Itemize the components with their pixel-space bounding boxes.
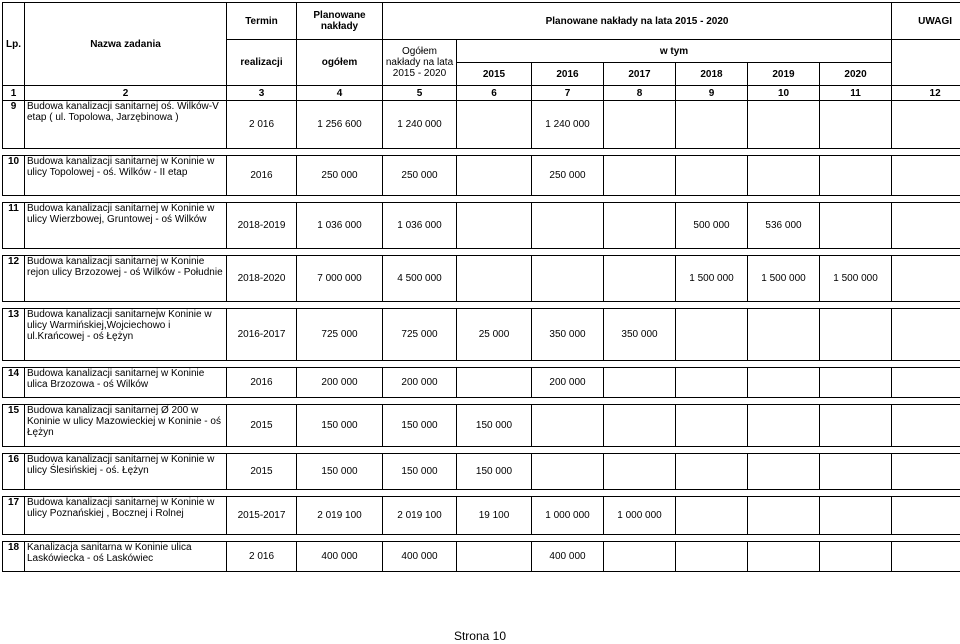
- row-spacer: [3, 447, 960, 454]
- table-row: [3, 203, 960, 249]
- row-ogolem: 725 000: [383, 309, 457, 361]
- row-uwagi: [892, 454, 960, 490]
- row-y2015: 150 000: [457, 454, 532, 490]
- row-planowane: 200 000: [297, 368, 383, 398]
- header-year: 2020: [820, 63, 892, 86]
- investment-table: [2, 2, 960, 572]
- row-spacer: [3, 535, 960, 542]
- row-planowane: 2 019 100: [297, 497, 383, 535]
- row-ogolem: 200 000: [383, 368, 457, 398]
- row-y2020: [820, 203, 892, 249]
- row-lp: 9: [3, 101, 25, 149]
- row-y2020: [820, 405, 892, 447]
- column-number: 9: [676, 86, 748, 101]
- row-y2019: [748, 368, 820, 398]
- row-y2015: 150 000: [457, 405, 532, 447]
- table-row: [3, 368, 960, 398]
- column-number: 4: [297, 86, 383, 101]
- row-y2015: [457, 101, 532, 149]
- row-y2018: [676, 497, 748, 535]
- row-y2017: [604, 454, 676, 490]
- row-y2020: [820, 156, 892, 196]
- table-row: [3, 101, 960, 149]
- row-y2015: [457, 542, 532, 572]
- row-termin: 2015-2017: [227, 497, 297, 535]
- row-spacer: [3, 149, 960, 156]
- row-spacer: [3, 249, 960, 256]
- row-y2017: [604, 101, 676, 149]
- row-y2019: [748, 101, 820, 149]
- row-lp: 18: [3, 542, 25, 572]
- header-realizacji: realizacji: [227, 40, 297, 86]
- row-planowane: 400 000: [297, 542, 383, 572]
- row-lp: 16: [3, 454, 25, 490]
- row-y2020: 1 500 000: [820, 256, 892, 302]
- page-number: Strona 10: [453, 629, 507, 643]
- row-y2015: [457, 256, 532, 302]
- row-y2018: [676, 454, 748, 490]
- row-spacer: [3, 398, 960, 405]
- row-spacer-cell: [3, 196, 960, 203]
- row-spacer: [3, 490, 960, 497]
- table-row: [3, 542, 960, 572]
- header-planned-years: Planowane nakłady na lata 2015 - 2020: [383, 3, 892, 40]
- header-year: 2015: [457, 63, 532, 86]
- row-uwagi: [892, 101, 960, 149]
- row-termin: 2015: [227, 405, 297, 447]
- row-task-name: Budowa kanalizacji sanitarnej w Koninie w ulicy Ślesińskiej - oś. Łężyn: [25, 454, 227, 490]
- row-ogolem: 4 500 000: [383, 256, 457, 302]
- row-ogolem: 150 000: [383, 454, 457, 490]
- row-planowane: 7 000 000: [297, 256, 383, 302]
- column-number: 10: [748, 86, 820, 101]
- row-y2018: [676, 309, 748, 361]
- row-spacer: [3, 302, 960, 309]
- row-planowane: 1 036 000: [297, 203, 383, 249]
- row-y2020: [820, 454, 892, 490]
- row-termin: 2 016: [227, 542, 297, 572]
- column-number: 12: [892, 86, 960, 101]
- row-y2018: [676, 542, 748, 572]
- row-y2015: 19 100: [457, 497, 532, 535]
- column-number: 6: [457, 86, 532, 101]
- row-spacer-cell: [3, 398, 960, 405]
- row-planowane: 1 256 600: [297, 101, 383, 149]
- column-numbers-row: [3, 86, 960, 101]
- row-spacer: [3, 196, 960, 203]
- row-termin: 2018-2019: [227, 203, 297, 249]
- row-y2016: 400 000: [532, 542, 604, 572]
- header-planned: Planowane nakłady: [297, 3, 383, 40]
- row-y2015: [457, 203, 532, 249]
- column-number: 3: [227, 86, 297, 101]
- column-number: 2: [25, 86, 227, 101]
- column-number: 7: [532, 86, 604, 101]
- column-number: 8: [604, 86, 676, 101]
- table-body: [3, 101, 960, 572]
- row-termin: 2 016: [227, 101, 297, 149]
- row-planowane: 725 000: [297, 309, 383, 361]
- row-uwagi: [892, 542, 960, 572]
- row-y2018: 500 000: [676, 203, 748, 249]
- row-termin: 2016: [227, 368, 297, 398]
- row-spacer-cell: [3, 535, 960, 542]
- row-lp: 10: [3, 156, 25, 196]
- row-y2016: [532, 454, 604, 490]
- row-y2019: [748, 156, 820, 196]
- row-spacer-cell: [3, 361, 960, 368]
- row-y2019: 536 000: [748, 203, 820, 249]
- row-termin: 2015: [227, 454, 297, 490]
- row-y2015: [457, 368, 532, 398]
- row-task-name: Budowa kanalizacji sanitarnej w Koninie w ulicy Wierzbowej, Gruntowej - oś Wilków: [25, 203, 227, 249]
- row-y2016: 1 000 000: [532, 497, 604, 535]
- header-year: 2019: [748, 63, 820, 86]
- row-task-name: Budowa kanalizacji sanitarnej w Koninie ulica Brzozowa - oś Wilków: [25, 368, 227, 398]
- row-spacer: [3, 361, 960, 368]
- row-y2018: [676, 405, 748, 447]
- row-y2016: [532, 203, 604, 249]
- row-y2020: [820, 101, 892, 149]
- table-row: [3, 309, 960, 361]
- row-ogolem: 2 019 100: [383, 497, 457, 535]
- row-lp: 11: [3, 203, 25, 249]
- row-y2019: [748, 454, 820, 490]
- column-number: 1: [3, 86, 25, 101]
- table-header: [3, 3, 960, 101]
- header-total: ogółem: [297, 40, 383, 86]
- row-spacer-cell: [3, 490, 960, 497]
- row-uwagi: [892, 256, 960, 302]
- row-y2019: [748, 309, 820, 361]
- row-ogolem: 400 000: [383, 542, 457, 572]
- row-y2017: [604, 256, 676, 302]
- row-y2017: [604, 405, 676, 447]
- header-termin: Termin: [227, 3, 297, 40]
- row-y2017: 1 000 000: [604, 497, 676, 535]
- row-task-name: Budowa kanalizacji sanitarnej w Koninie w ulicy Topolowej - oś. Wilków - II etap: [25, 156, 227, 196]
- row-y2016: 1 240 000: [532, 101, 604, 149]
- row-y2015: [457, 156, 532, 196]
- row-y2017: [604, 203, 676, 249]
- row-y2016: 350 000: [532, 309, 604, 361]
- row-y2020: [820, 368, 892, 398]
- row-ogolem: 250 000: [383, 156, 457, 196]
- header-notes: UWAGI: [892, 3, 960, 40]
- row-ogolem: 150 000: [383, 405, 457, 447]
- row-task-name: Budowa kanalizacji sanitarnej w Koninie rejon ulicy Brzozowej - oś Wilków - Południe: [25, 256, 227, 302]
- header-w-tym: w tym: [457, 40, 892, 63]
- row-ogolem: 1 036 000: [383, 203, 457, 249]
- table-row: [3, 497, 960, 535]
- table-row: [3, 454, 960, 490]
- row-uwagi: [892, 497, 960, 535]
- header-task-name: Nazwa zadania: [25, 3, 227, 86]
- row-planowane: 150 000: [297, 405, 383, 447]
- row-ogolem: 1 240 000: [383, 101, 457, 149]
- header-year: 2018: [676, 63, 748, 86]
- table-row: [3, 405, 960, 447]
- row-y2016: 250 000: [532, 156, 604, 196]
- row-y2017: [604, 368, 676, 398]
- row-y2016: [532, 256, 604, 302]
- row-y2019: [748, 497, 820, 535]
- row-termin: 2016-2017: [227, 309, 297, 361]
- row-y2015: 25 000: [457, 309, 532, 361]
- row-planowane: 250 000: [297, 156, 383, 196]
- header-notes-empty: [892, 40, 960, 86]
- row-y2016: 200 000: [532, 368, 604, 398]
- row-uwagi: [892, 203, 960, 249]
- column-number: 5: [383, 86, 457, 101]
- row-task-name: Budowa kanalizacji sanitarnej w Koninie w ulicy Poznańskiej , Bocznej i Rolnej: [25, 497, 227, 535]
- row-task-name: Kanalizacja sanitarna w Koninie ulica Laskówiecka - oś Laskówiec: [25, 542, 227, 572]
- row-lp: 14: [3, 368, 25, 398]
- row-y2020: [820, 542, 892, 572]
- row-y2019: [748, 542, 820, 572]
- row-y2016: [532, 405, 604, 447]
- row-lp: 15: [3, 405, 25, 447]
- row-y2018: 1 500 000: [676, 256, 748, 302]
- row-uwagi: [892, 368, 960, 398]
- row-spacer-cell: [3, 149, 960, 156]
- header-lp: Lp.: [3, 3, 25, 86]
- row-y2020: [820, 309, 892, 361]
- table-row: [3, 256, 960, 302]
- row-y2017: [604, 542, 676, 572]
- row-lp: 17: [3, 497, 25, 535]
- row-y2017: 350 000: [604, 309, 676, 361]
- row-lp: 12: [3, 256, 25, 302]
- row-planowane: 150 000: [297, 454, 383, 490]
- row-uwagi: [892, 156, 960, 196]
- row-task-name: Budowa kanalizacji sanitarnej oś. Wilków-V etap ( ul. Topolowa, Jarzębinowa ): [25, 101, 227, 149]
- row-task-name: Budowa kanalizacji sanitarnej Ø 200 w Koninie w ulicy Mazowieckiej w Koninie - oś Łężyn: [25, 405, 227, 447]
- row-y2017: [604, 156, 676, 196]
- row-uwagi: [892, 405, 960, 447]
- header-year: 2017: [604, 63, 676, 86]
- row-y2020: [820, 497, 892, 535]
- row-y2018: [676, 156, 748, 196]
- row-y2018: [676, 101, 748, 149]
- row-spacer-cell: [3, 249, 960, 256]
- row-y2018: [676, 368, 748, 398]
- row-y2019: 1 500 000: [748, 256, 820, 302]
- row-uwagi: [892, 309, 960, 361]
- table-row: [3, 156, 960, 196]
- header-total-years: Ogółem nakłady na lata 2015 - 2020: [383, 40, 457, 86]
- row-task-name: Budowa kanalizacji sanitarnejw Koninie w ulicy Warmińskiej,Wojciechowo i ul.Krańcowej - oś Łężyn: [25, 309, 227, 361]
- row-termin: 2016: [227, 156, 297, 196]
- row-lp: 13: [3, 309, 25, 361]
- row-termin: 2018-2020: [227, 256, 297, 302]
- row-y2019: [748, 405, 820, 447]
- row-spacer-cell: [3, 447, 960, 454]
- row-spacer-cell: [3, 302, 960, 309]
- column-number: 11: [820, 86, 892, 101]
- header-year: 2016: [532, 63, 604, 86]
